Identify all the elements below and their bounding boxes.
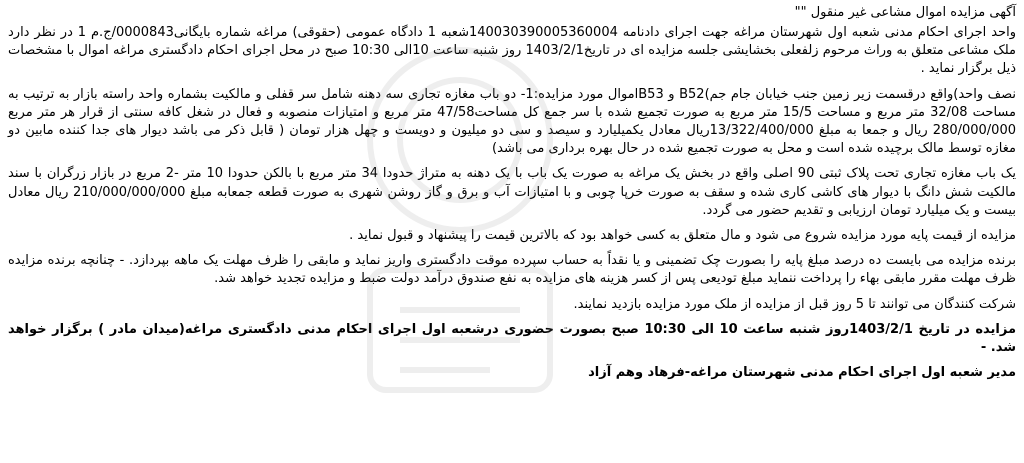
notice-intro-paragraph: واحد اجرای احکام مدنی شعبه اول شهرستان مراغه جهت اجرای دادنامه 140030390005360004شعبه 1 دادگاه عمومی (حقوقی) مراغه شماره بایگانی0000843/ج.م 1 در نظر دارد ملک مشاعی متعلق به وراث مرحوم زلفعلی بخشایشی جلسه مزایده ای در تاریخ1403/2/1 روز شنبه ساعت 10الی 10:30 صبح در محل اجرای احکام دادگستری مراغه اموال با مشخصات ذیل برگزار نماید . xyxy=(8,25,1017,77)
starting-price-paragraph: مزایده از قیمت پایه مورد مزایده شروع می شود و مال متعلق به کسی خواهد بود که بالاترین قیمت را پیشنهاد و قبول نماید . xyxy=(349,228,1016,244)
auction-date-paragraph: مزایده در تاریخ 1403/2/1روز شنبه ساعت 10 الی 10:30 صبح بصورت حضوری درشعبه اول اجرای احکام مدنی دادگستری مراغه(میدان مادر ) برگزار خواهد شد. - xyxy=(8,321,1016,356)
notice-title: آگهی مزایده اموال مشاعی غیر منقول "" xyxy=(794,5,1016,20)
signature-paragraph: مدیر شعبه اول اجرای احکام مدنی شهرستان مراغه-فرهاد وهم آزاد xyxy=(588,365,1016,381)
payment-terms-paragraph: برنده مزایده می بایست ده درصد مبلغ پایه را بصورت چک تضمینی و یا نقداً به حساب سپرده موقت دادگستری واریز نماید و مابقی را ظرف مهلت یک ماهه بپردازد. - چنانچه برنده مزایده ظرف مهلت مقرر مابقی بهاء را پرداخت ننماید مبلغ تودیعی پس از کسر هزینه های مزایده به نفع صندوق درآمد دولت ضبط و مزایده تجدید خواهد شد. xyxy=(8,253,1016,287)
auction-item-1-paragraph: نصف واحد)واقع درقسمت زیر زمین جنب خیابان جام جم)B52 و B53اموال مورد مزایده:1- دو باب مغازه تجاری سه دهنه شامل سر قفلی و مالکیت بشماره واحد راسته بازار به ترتیب به مساحت 32/08 متر مربع و مساحت 15/5 متر مربع به صورت تجمیع شده با سر جمع کل مساحت47/58 متر مربع و امتیازات منصوبه و فعال در شغل کافه سنتی از قرار هر متر مربع 280/000/000 ریال و جمعا به مبلغ 13/322/400/000ریال معادل یکمیلیارد و سیصد و سی دو میلیون و دویست و چهل هزار تومان ( قابل ذکر می باشد دیوار های جدا کننده مابین دو مغازه توسط مالک برچیده شده است و محل به صورت تجمیع شده در حال بهره برداری می باشد) xyxy=(8,86,1016,157)
auction-item-2-paragraph: یک باب مغازه تجاری تحت پلاک ثبتی 90 اصلی واقع در بخش یک مراغه به صورت یک باب با یک دهنه به متراژ حدودا 34 متر مربع با بالکن حدودا 10 متر -2 مربع در بازار زرگران با سند مالکیت شش دانگ با دیوار های کاشی کاری شده و سقف به صورت خرپا چوبی و با امتیازات آب و برق و گاز روشن شهری به صورت قطعه جمعابه مبلغ 210/000/000/000 ریال معادل بیست و یک میلیارد تومان ارزیابی و تقدیم حضور می گردد. xyxy=(8,166,1017,218)
visit-info-paragraph: شرکت کنندگان می توانند تا 5 روز قبل از مزایده از ملک مورد مزایده بازدید نمایند. xyxy=(573,296,1016,312)
